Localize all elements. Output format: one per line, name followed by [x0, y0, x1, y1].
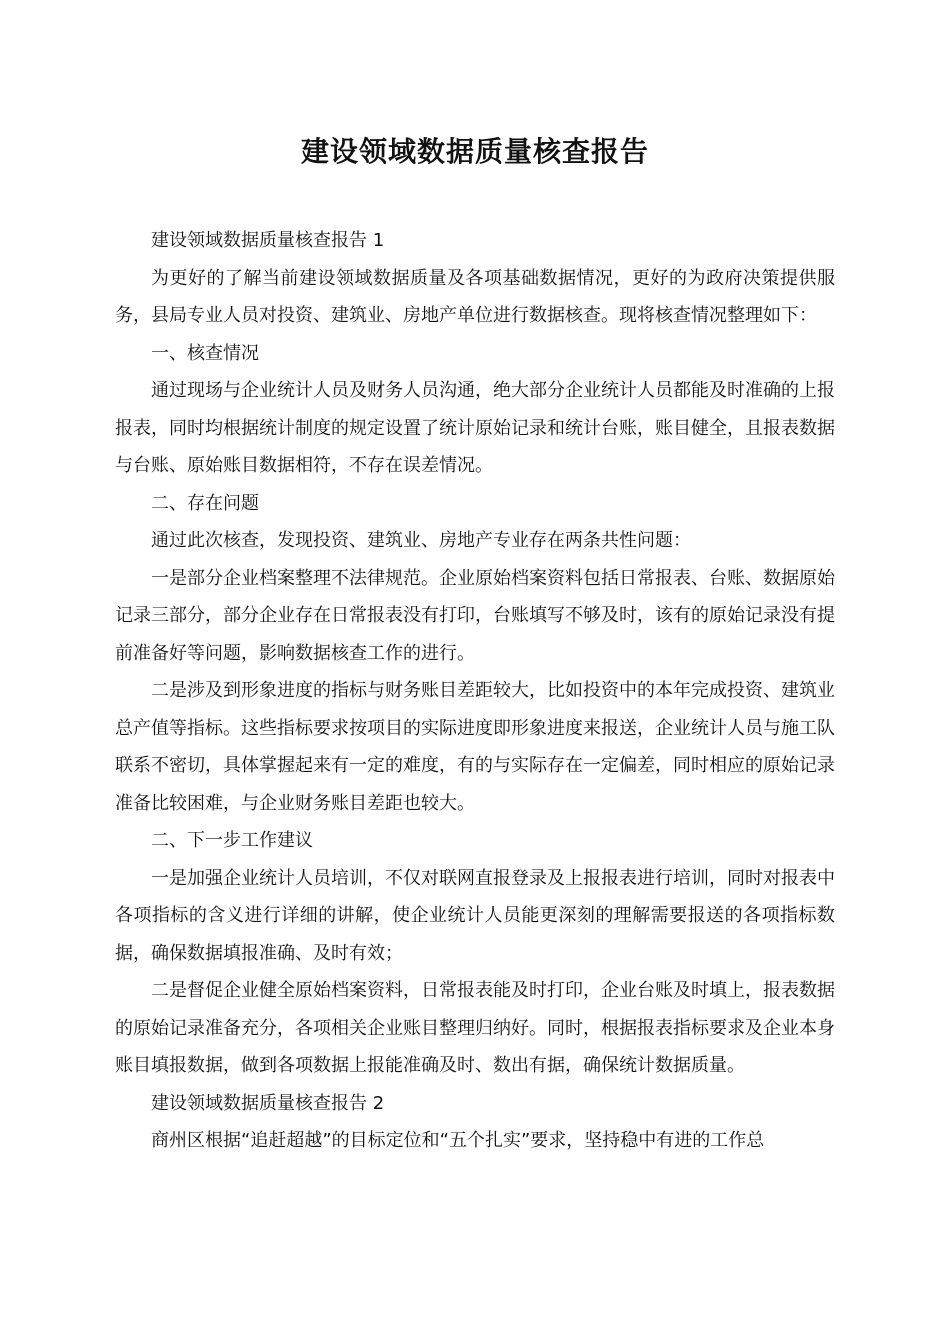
document-title: 建设领域数据质量核查报告 [300, 135, 649, 168]
section-heading-check: 一、核查情况 [151, 342, 259, 364]
paragraph-suggestion-1: 一是加强企业统计人员培训，不仅对联网直报登录及上报报表进行培训，同时对报表中各项指标的含义进行详细的讲解，使企业统计人员能更深刻的理解需要报送的各项指标数据，确保数据填报准确、及时有效； [115, 867, 835, 964]
subtitle-report-2: 建设领域数据质量核查报告 2 [151, 1092, 385, 1114]
section-heading-suggestions: 二、下一步工作建议 [151, 830, 313, 851]
paragraph-intro: 为更好的了解当前建设领域数据质量及各项基础数据情况，更好的为政府决策提供服务，县局专业人员对投资、建筑业、房地产单位进行数据核查。现将核查情况整理如下： [115, 267, 835, 326]
subtitle-report-1: 建设领域数据质量核查报告 1 [151, 230, 385, 251]
paragraph-problem-2: 二是涉及到形象进度的指标与财务账目差距较大，比如投资中的本年完成投资、建筑业总产值等指标。这些指标要求按项目的实际进度即形象进度来报送，企业统计人员与施工队联系不密切，具体掌握起来有一定的难度，有的与实际存在一定偏差，同时相应的原始记录准备比较困难，与企业财务账目差距也较大。 [115, 680, 835, 814]
paragraph-suggestion-2: 二是督促企业健全原始档案资料，日常报表能及时打印，企业台账及时填上，报表数据的原始记录准备充分，各项相关企业账目整理归纳好。同时，根据报表指标要求及企业本身账目填报数据，做到各项数据上报能准确及时、数出有据，确保统计数据质量。 [115, 980, 835, 1076]
section-heading-problems: 二、存在问题 [151, 492, 259, 514]
paragraph-problems-intro: 通过此次核查，发现投资、建筑业、房地产专业存在两条共性问题： [151, 530, 691, 551]
paragraph-report-2-intro: 商州区根据“追赶超越”的目标定位和“五个扎实”要求，坚持稳中有进的工作总 [151, 1130, 765, 1151]
paragraph-check: 通过现场与企业统计人员及财务人员沟通，绝大部分企业统计人员都能及时准确的上报报表，同时均根据统计制度的规定设置了统计原始记录和统计台账，账目健全，且报表数据与台账、原始账目数据相符，不存在误差情况。 [115, 380, 835, 476]
paragraph-problem-1: 一是部分企业档案整理不法律规范。企业原始档案资料包括日常报表、台账、数据原始记录三部分，部分企业存在日常报表没有打印，台账填写不够及时，该有的原始记录没有提前准备好等问题，影响数据核查工作的进行。 [115, 567, 835, 664]
document-body [115, 222, 835, 1160]
